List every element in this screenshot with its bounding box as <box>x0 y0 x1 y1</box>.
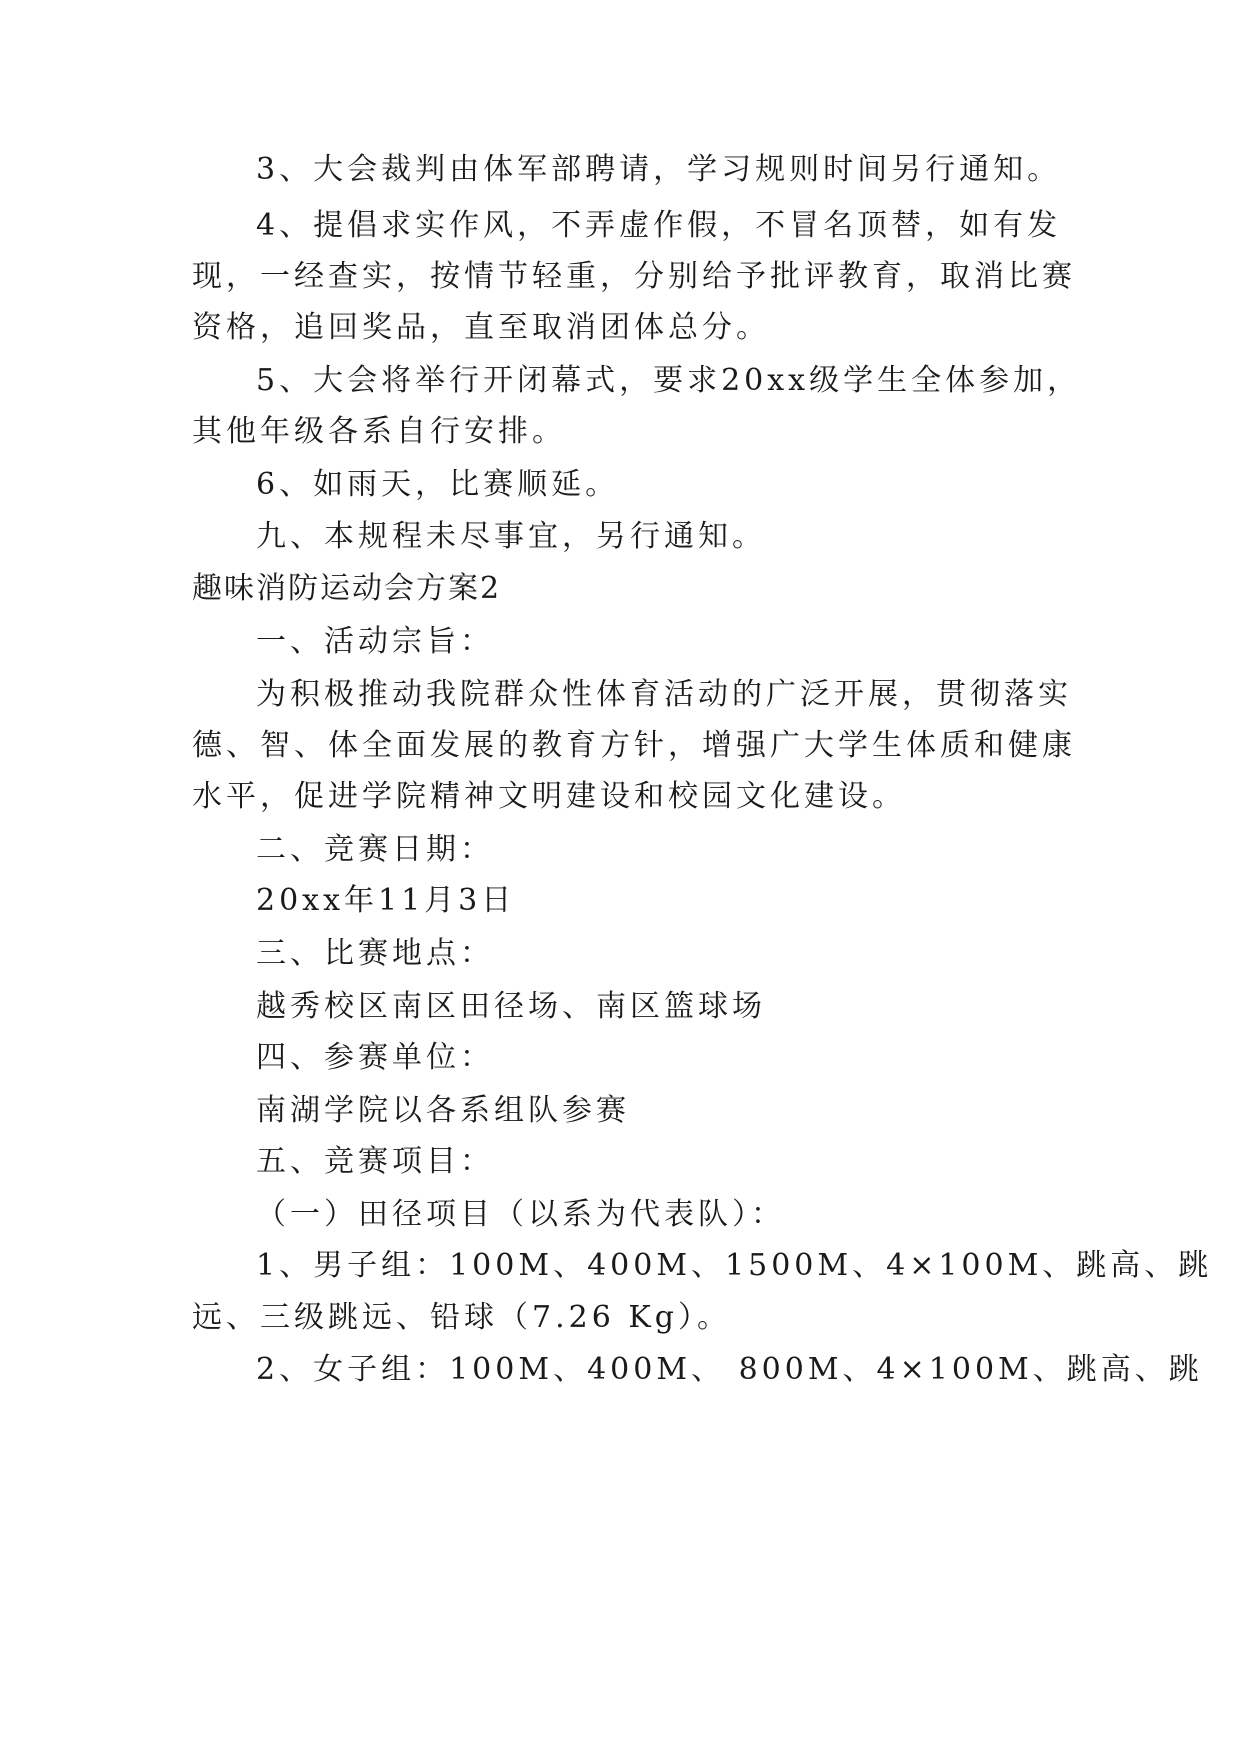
participants-text: 南湖学院以各系组队参赛 <box>256 1093 630 1128</box>
paragraph-purpose-line-1: 为积极推动我院群众性体育活动的广泛开展，贯彻落实 <box>256 677 1072 712</box>
paragraph-rule-5-line-2: 其他年级各系自行安排。 <box>192 414 566 449</box>
women-events-line-1: 2、女子组：100M、400M、 800M、4×100M、跳高、跳 <box>256 1352 1203 1387</box>
men-events-line-1: 1、男子组：100M、400M、1500M、4×100M、跳高、跳 <box>256 1248 1213 1283</box>
paragraph-rule-4-line-1: 4、提倡求实作风，不弄虚作假，不冒名顶替，如有发 <box>256 208 1062 243</box>
section-heading-events: 五、竞赛项目： <box>256 1144 494 1179</box>
paragraph-rule-5-line-1: 5、大会将举行开闭幕式，要求20xx级学生全体参加， <box>256 363 1082 398</box>
paragraph-rule-4-line-3: 资格，追回奖品，直至取消团体总分。 <box>192 310 770 345</box>
subheading-track-field: （一）田径项目（以系为代表队）： <box>256 1197 785 1232</box>
paragraph-purpose-line-3: 水平，促进学院精神文明建设和校园文化建设。 <box>192 779 906 814</box>
plan-title: 趣味消防运动会方案2 <box>192 571 502 606</box>
paragraph-rule-4-line-2: 现，一经查实，按情节轻重，分别给予批评教育，取消比赛 <box>192 259 1076 294</box>
paragraph-rule-3: 3、大会裁判由体军部聘请，学习规则时间另行通知。 <box>256 152 1062 187</box>
section-heading-participants: 四、参赛单位： <box>256 1040 494 1075</box>
section-heading-date: 二、竞赛日期： <box>256 832 494 867</box>
paragraph-section-9: 九、本规程未尽事宜，另行通知。 <box>256 519 766 554</box>
paragraph-purpose-line-2: 德、智、体全面发展的教育方针，增强广大学生体质和健康 <box>192 728 1076 763</box>
competition-venue: 越秀校区南区田径场、南区篮球场 <box>256 989 766 1024</box>
competition-date: 20xx年11月3日 <box>256 883 516 918</box>
section-heading-purpose: 一、活动宗旨： <box>256 624 494 659</box>
men-events-line-2: 远、三级跳远、铅球（7.26 Kg）。 <box>192 1300 731 1335</box>
section-heading-venue: 三、比赛地点： <box>256 936 494 971</box>
paragraph-rule-6: 6、如雨天，比赛顺延。 <box>256 467 620 502</box>
